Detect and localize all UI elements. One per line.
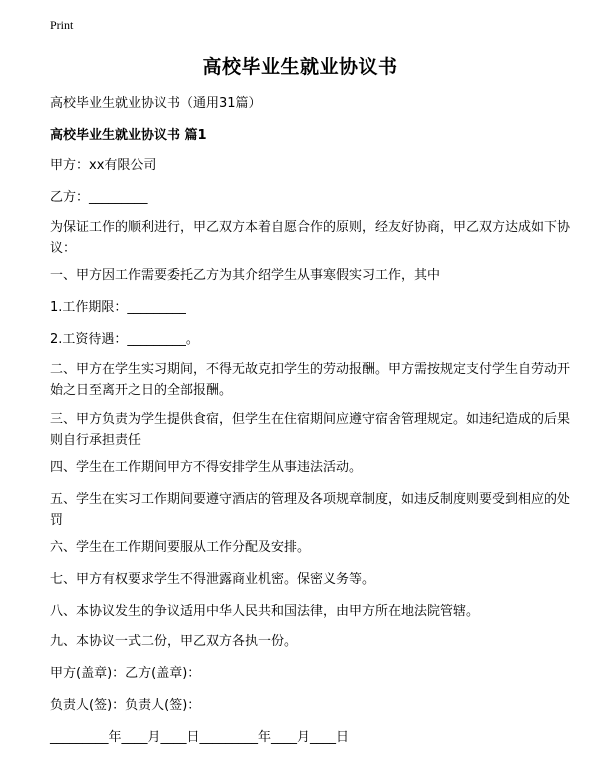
salary-line: 2.工资待遇：_________。	[50, 332, 199, 347]
print-label: Print	[50, 18, 74, 32]
clause-1: 一、甲方因工作需要委托乙方为其介绍学生从事寒假实习工作，其中	[50, 268, 441, 283]
document-subtitle: 高校毕业生就业协议书（通用31篇）	[50, 96, 262, 111]
clause-6: 六、学生在工作期间要服从工作分配及安排。	[50, 540, 311, 555]
clause-5: 五、学生在实习工作期间要遵守酒店的管理及各项规章制度，如违反制度则要受到相应的处罚	[50, 492, 571, 528]
clause-7: 七、甲方有权要求学生不得泄露商业机密。保密义务等。	[50, 572, 376, 587]
work-period-line: 1.工作期限：_________	[50, 300, 186, 315]
signature-line: 负责人(签)：负责人(签)：	[50, 698, 201, 713]
clause-8: 八、本协议发生的争议适用中华人民共和国法律，由甲方所在地法院管辖。	[50, 604, 480, 619]
party-b-line: 乙方：_________	[50, 190, 148, 205]
party-a-line: 甲方：xx有限公司	[50, 158, 157, 173]
seal-line: 甲方(盖章)：乙方(盖章)：	[50, 666, 201, 681]
date-line: _________年____月____日_________年____月____日	[50, 730, 350, 745]
intro-paragraph: 为保证工作的顺利进行，甲乙双方本着自愿合作的原则，经友好协商，甲乙双方达成如下协议：	[50, 220, 571, 256]
clause-9: 九、本协议一式二份，甲乙双方各执一份。	[50, 634, 298, 649]
clause-3: 三、甲方负责为学生提供食宿，但学生在住宿期间应遵守宿舍管理规定。如违纪造成的后果则自行承担责任	[50, 412, 571, 448]
section-heading: 高校毕业生就业协议书 篇1	[50, 128, 207, 143]
clause-2: 二、甲方在学生实习期间，不得无故克扣学生的劳动报酬。甲方需按规定支付学生自劳动开始之日至离开之日的全部报酬。	[50, 362, 571, 398]
document-title: 高校毕业生就业协议书	[202, 56, 398, 78]
clause-4: 四、学生在工作期间甲方不得安排学生从事违法活动。	[50, 460, 363, 475]
